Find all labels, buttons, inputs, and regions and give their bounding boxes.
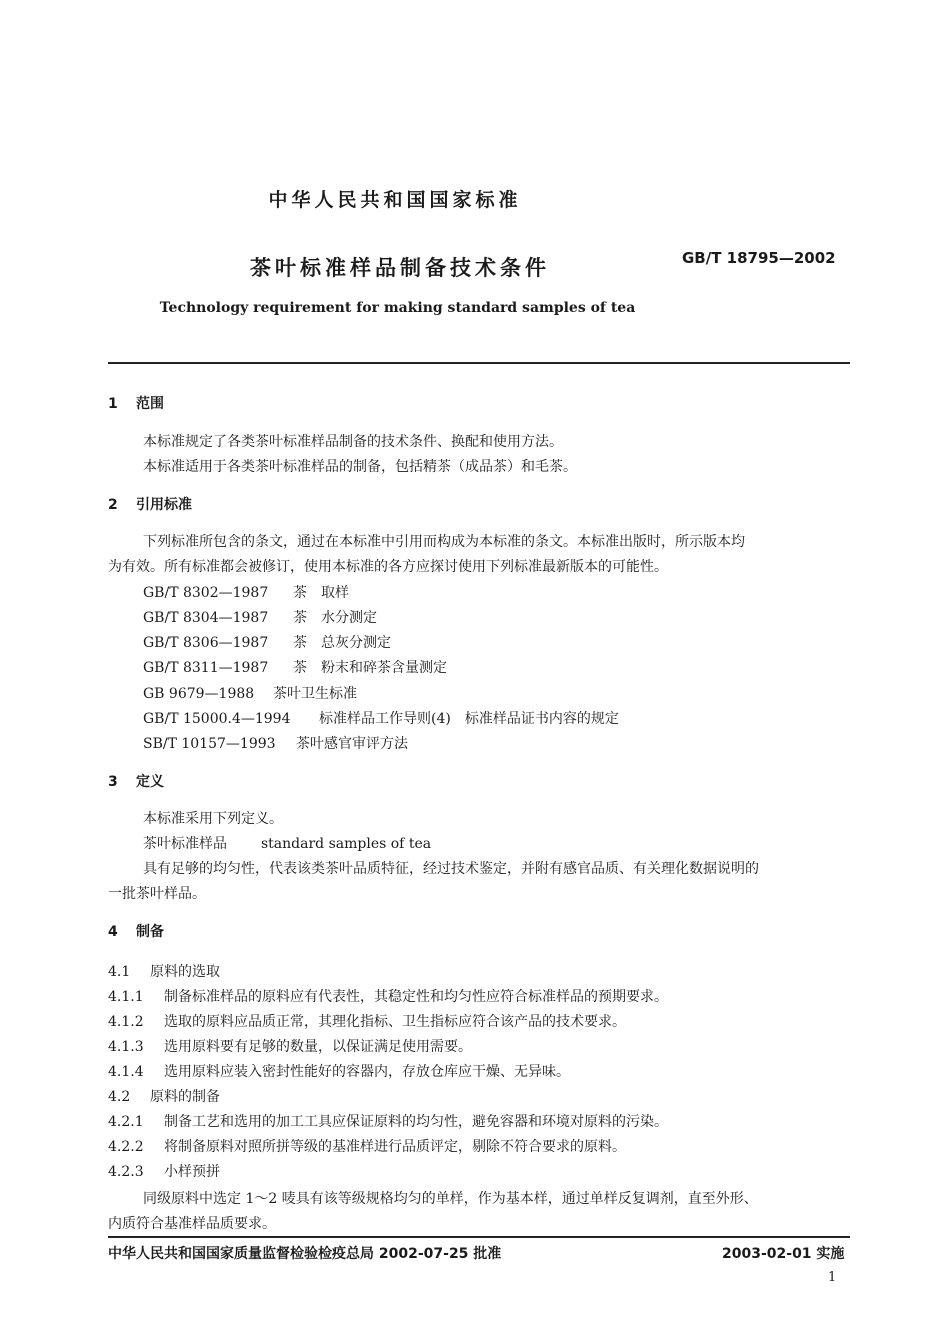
section-number: 1 [108,396,118,412]
clause [108,1036,472,1056]
reference-title: 标准样品工作导则(4) 标准样品证书内容的规定 [319,711,619,727]
reference-item [143,607,377,627]
term-cn: 茶叶标准样品 [143,836,227,852]
section-title: 范围 [136,396,164,412]
footer-divider [108,1236,850,1238]
reference-title: 茶叶卫生标准 [273,686,357,702]
clause [108,1136,626,1156]
clause [108,1111,668,1131]
clause-number: 4.2 [108,1089,131,1105]
paragraph: 同级原料中选定 1～2 唛具有该等级规格均匀的单样，作为基本样，通过单样反复调剂，直至外形、 [143,1191,758,1207]
section-number: 2 [108,497,118,513]
paragraph: 内质符合基准样品质要求。 [108,1216,276,1232]
clause-text: 制备标准样品的原料应有代表性，其稳定性和均匀性应符合标准样品的预期要求。 [164,989,668,1005]
paragraph: 本标准采用下列定义。 [143,811,283,827]
document-title-cn: 茶叶标准样品制备技术条件 [250,256,550,280]
paragraph: 本标准规定了各类茶叶标准样品制备的技术条件、换配和使用方法。 [143,434,563,450]
clause-number: 4.2.3 [108,1164,144,1180]
paragraph: 下列标准所包含的条文，通过在本标准中引用而构成为本标准的条文。本标准出版时，所示版本均 [143,534,745,550]
clause-text: 选用原料应装入密封性能好的容器内，存放仓库应干燥、无异味。 [164,1064,570,1080]
document-title-en: Technology requirement for making standard samples of tea [159,300,636,316]
reference-title: 茶 总灰分测定 [293,635,391,651]
paragraph: 一批茶叶样品。 [108,886,206,902]
section-4-heading [108,921,164,941]
section-number: 4 [108,924,118,940]
reference-code: GB/T 8302—1987 [143,585,269,601]
clause-text: 原料的制备 [150,1089,220,1105]
section-title: 制备 [136,924,164,940]
clause-text: 原料的选取 [150,964,220,980]
section-1-heading [108,393,164,413]
clause-number: 4.1.1 [108,989,144,1005]
reference-item [143,683,357,703]
approval-line: 中华人民共和国国家质量监督检验检疫总局 2002-07-25 批准 [108,1246,502,1262]
national-standard-heading: 中华人民共和国国家标准 [268,189,522,211]
clause [108,1161,220,1181]
reference-title: 茶 取样 [293,585,349,601]
clause-number: 4.1 [108,964,131,980]
reference-title: 茶叶感官审评方法 [296,736,408,752]
clause-number: 4.2.2 [108,1139,144,1155]
clause [108,1061,570,1081]
section-3-heading [108,771,164,791]
reference-title: 茶 水分测定 [293,610,377,626]
clause [108,961,220,981]
section-title: 定义 [136,774,164,790]
reference-title: 茶 粉末和碎茶含量测定 [293,660,447,676]
clause-number: 4.2.1 [108,1114,144,1130]
clause-number: 4.1.4 [108,1064,144,1080]
clause-text: 制备工艺和选用的加工工具应保证原料的均匀性，避免容器和环境对原料的污染。 [164,1114,668,1130]
page-number: 1 [828,1270,837,1285]
standard-code: GB/T 18795—2002 [682,249,836,267]
header-divider [108,362,850,364]
reference-code: GB/T 8304—1987 [143,610,269,626]
reference-code: GB/T 8311—1987 [143,660,269,676]
paragraph: 具有足够的均匀性，代表该类茶叶品质特征，经过技术鉴定，并附有感官品质、有关理化数据说明的 [143,861,759,877]
paragraph: 本标准适用于各类茶叶标准样品的制备，包括精茶（成品茶）和毛茶。 [143,459,577,475]
clause [108,986,668,1006]
term-en: standard samples of tea [261,836,432,852]
section-number: 3 [108,774,118,790]
clause-number: 4.1.2 [108,1014,144,1030]
paragraph: 为有效。所有标准都会被修订，使用本标准的各方应探讨使用下列标准最新版本的可能性。 [108,559,668,575]
reference-item [143,733,408,753]
clause-text: 选用原料要有足够的数量，以保证满足使用需要。 [164,1039,472,1055]
clause [108,1011,626,1031]
reference-item [143,708,619,728]
reference-code: GB/T 8306—1987 [143,635,269,651]
clause-text: 将制备原料对照所拼等级的基准样进行品质评定，剔除不符合要求的原料。 [164,1139,626,1155]
reference-code: GB/T 15000.4—1994 [143,711,291,727]
section-title: 引用标准 [136,497,192,513]
reference-item [143,582,349,602]
reference-code: GB 9679—1988 [143,686,255,702]
reference-item [143,632,391,652]
clause-text: 选取的原料应品质正常，其理化指标、卫生指标应符合该产品的技术要求。 [164,1014,626,1030]
reference-item [143,657,447,677]
definition-term [143,833,431,853]
reference-code: SB/T 10157—1993 [143,736,276,752]
implementation-date: 2003-02-01 实施 [722,1246,845,1262]
clause-number: 4.1.3 [108,1039,144,1055]
section-2-heading [108,494,192,514]
clause [108,1086,220,1106]
clause-text: 小样预拼 [164,1164,220,1180]
